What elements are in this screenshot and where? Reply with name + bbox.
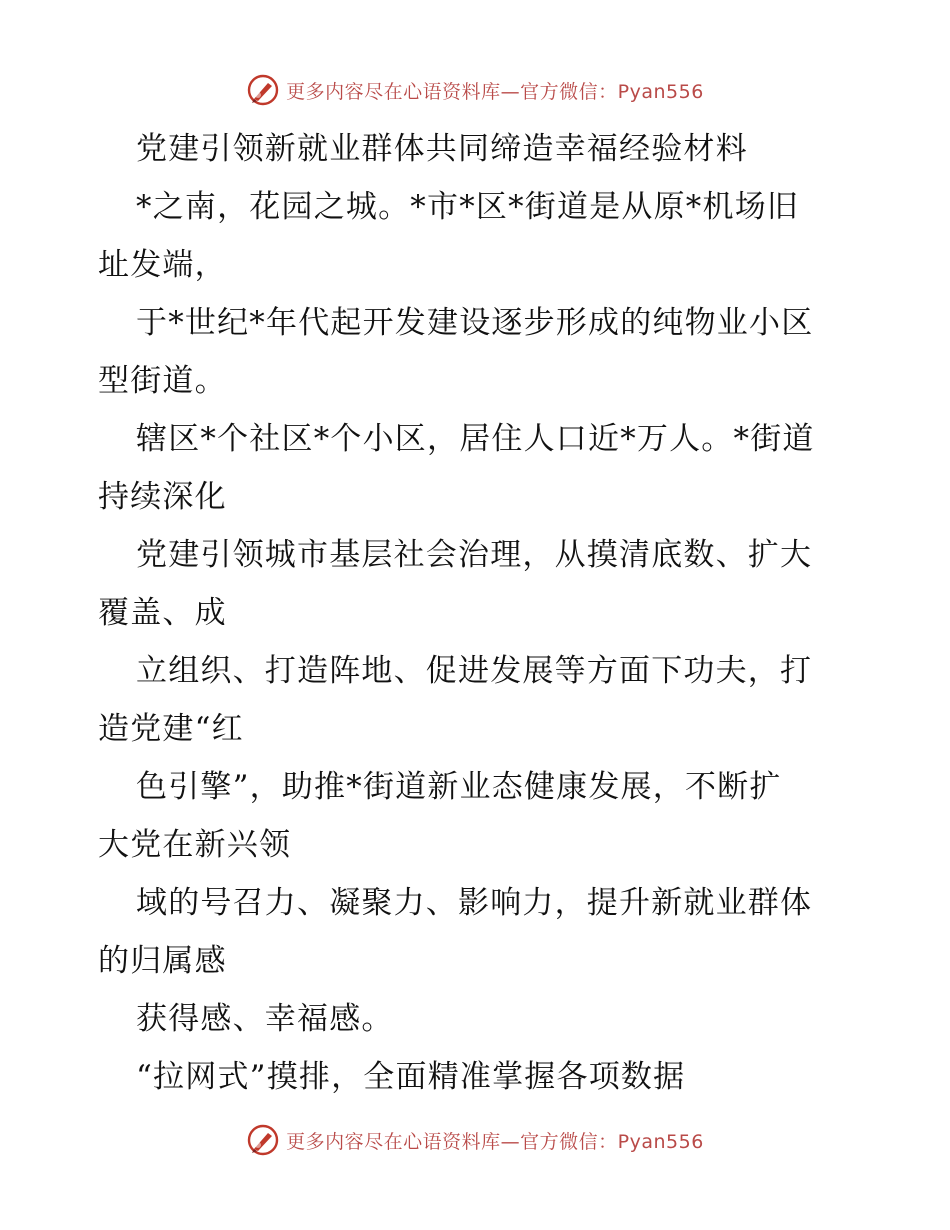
paragraph-line: 立组织、打造阵地、促进发展等方面下功夫，打 [136, 653, 813, 689]
paragraph-line: “拉网式”摸排，全面精准掌握各项数据 [136, 1059, 686, 1095]
paragraph-line: 辖区*个社区*个小区，居住人口近*万人。*街道 [136, 421, 815, 457]
paragraph-line: 址发端， [98, 247, 227, 283]
paragraph-line: 的归属感 [98, 943, 227, 979]
paragraph-line: *之南，花园之城。*市*区*街道是从原*机场旧 [136, 189, 800, 225]
paragraph-line: 域的号召力、凝聚力、影响力，提升新就业群体 [136, 885, 813, 921]
paragraph-line: 大党在新兴领 [98, 827, 292, 863]
paragraph-line: 党建引领新就业群体共同缔造幸福经验材料 [136, 131, 748, 167]
pen-circle-logo-icon [246, 1123, 280, 1157]
paragraph-line: 党建引领城市基层社会治理，从摸清底数、扩大 [136, 537, 813, 573]
header-banner [0, 70, 950, 110]
paragraph-line: 覆盖、成 [98, 595, 227, 631]
paragraph-line: 色引擎”，助推*街道新业态健康发展，不断扩 [136, 769, 782, 805]
pen-circle-logo-icon [246, 73, 280, 107]
paragraph-line: 于*世纪*年代起开发建设逐步形成的纯物业小区 [136, 305, 814, 341]
footer-banner-text: 更多内容尽在心语资料库—官方微信：Pyan556 [286, 1130, 704, 1153]
document-body [98, 120, 858, 1106]
paragraph-line: 持续深化 [98, 479, 227, 515]
paragraph-line: 获得感、幸福感。 [136, 1001, 394, 1037]
paragraph-line: 型街道。 [98, 363, 227, 399]
header-banner-text: 更多内容尽在心语资料库—官方微信：Pyan556 [286, 80, 704, 103]
paragraph-line: 造党建“红 [98, 711, 244, 747]
footer-banner [0, 1120, 950, 1160]
